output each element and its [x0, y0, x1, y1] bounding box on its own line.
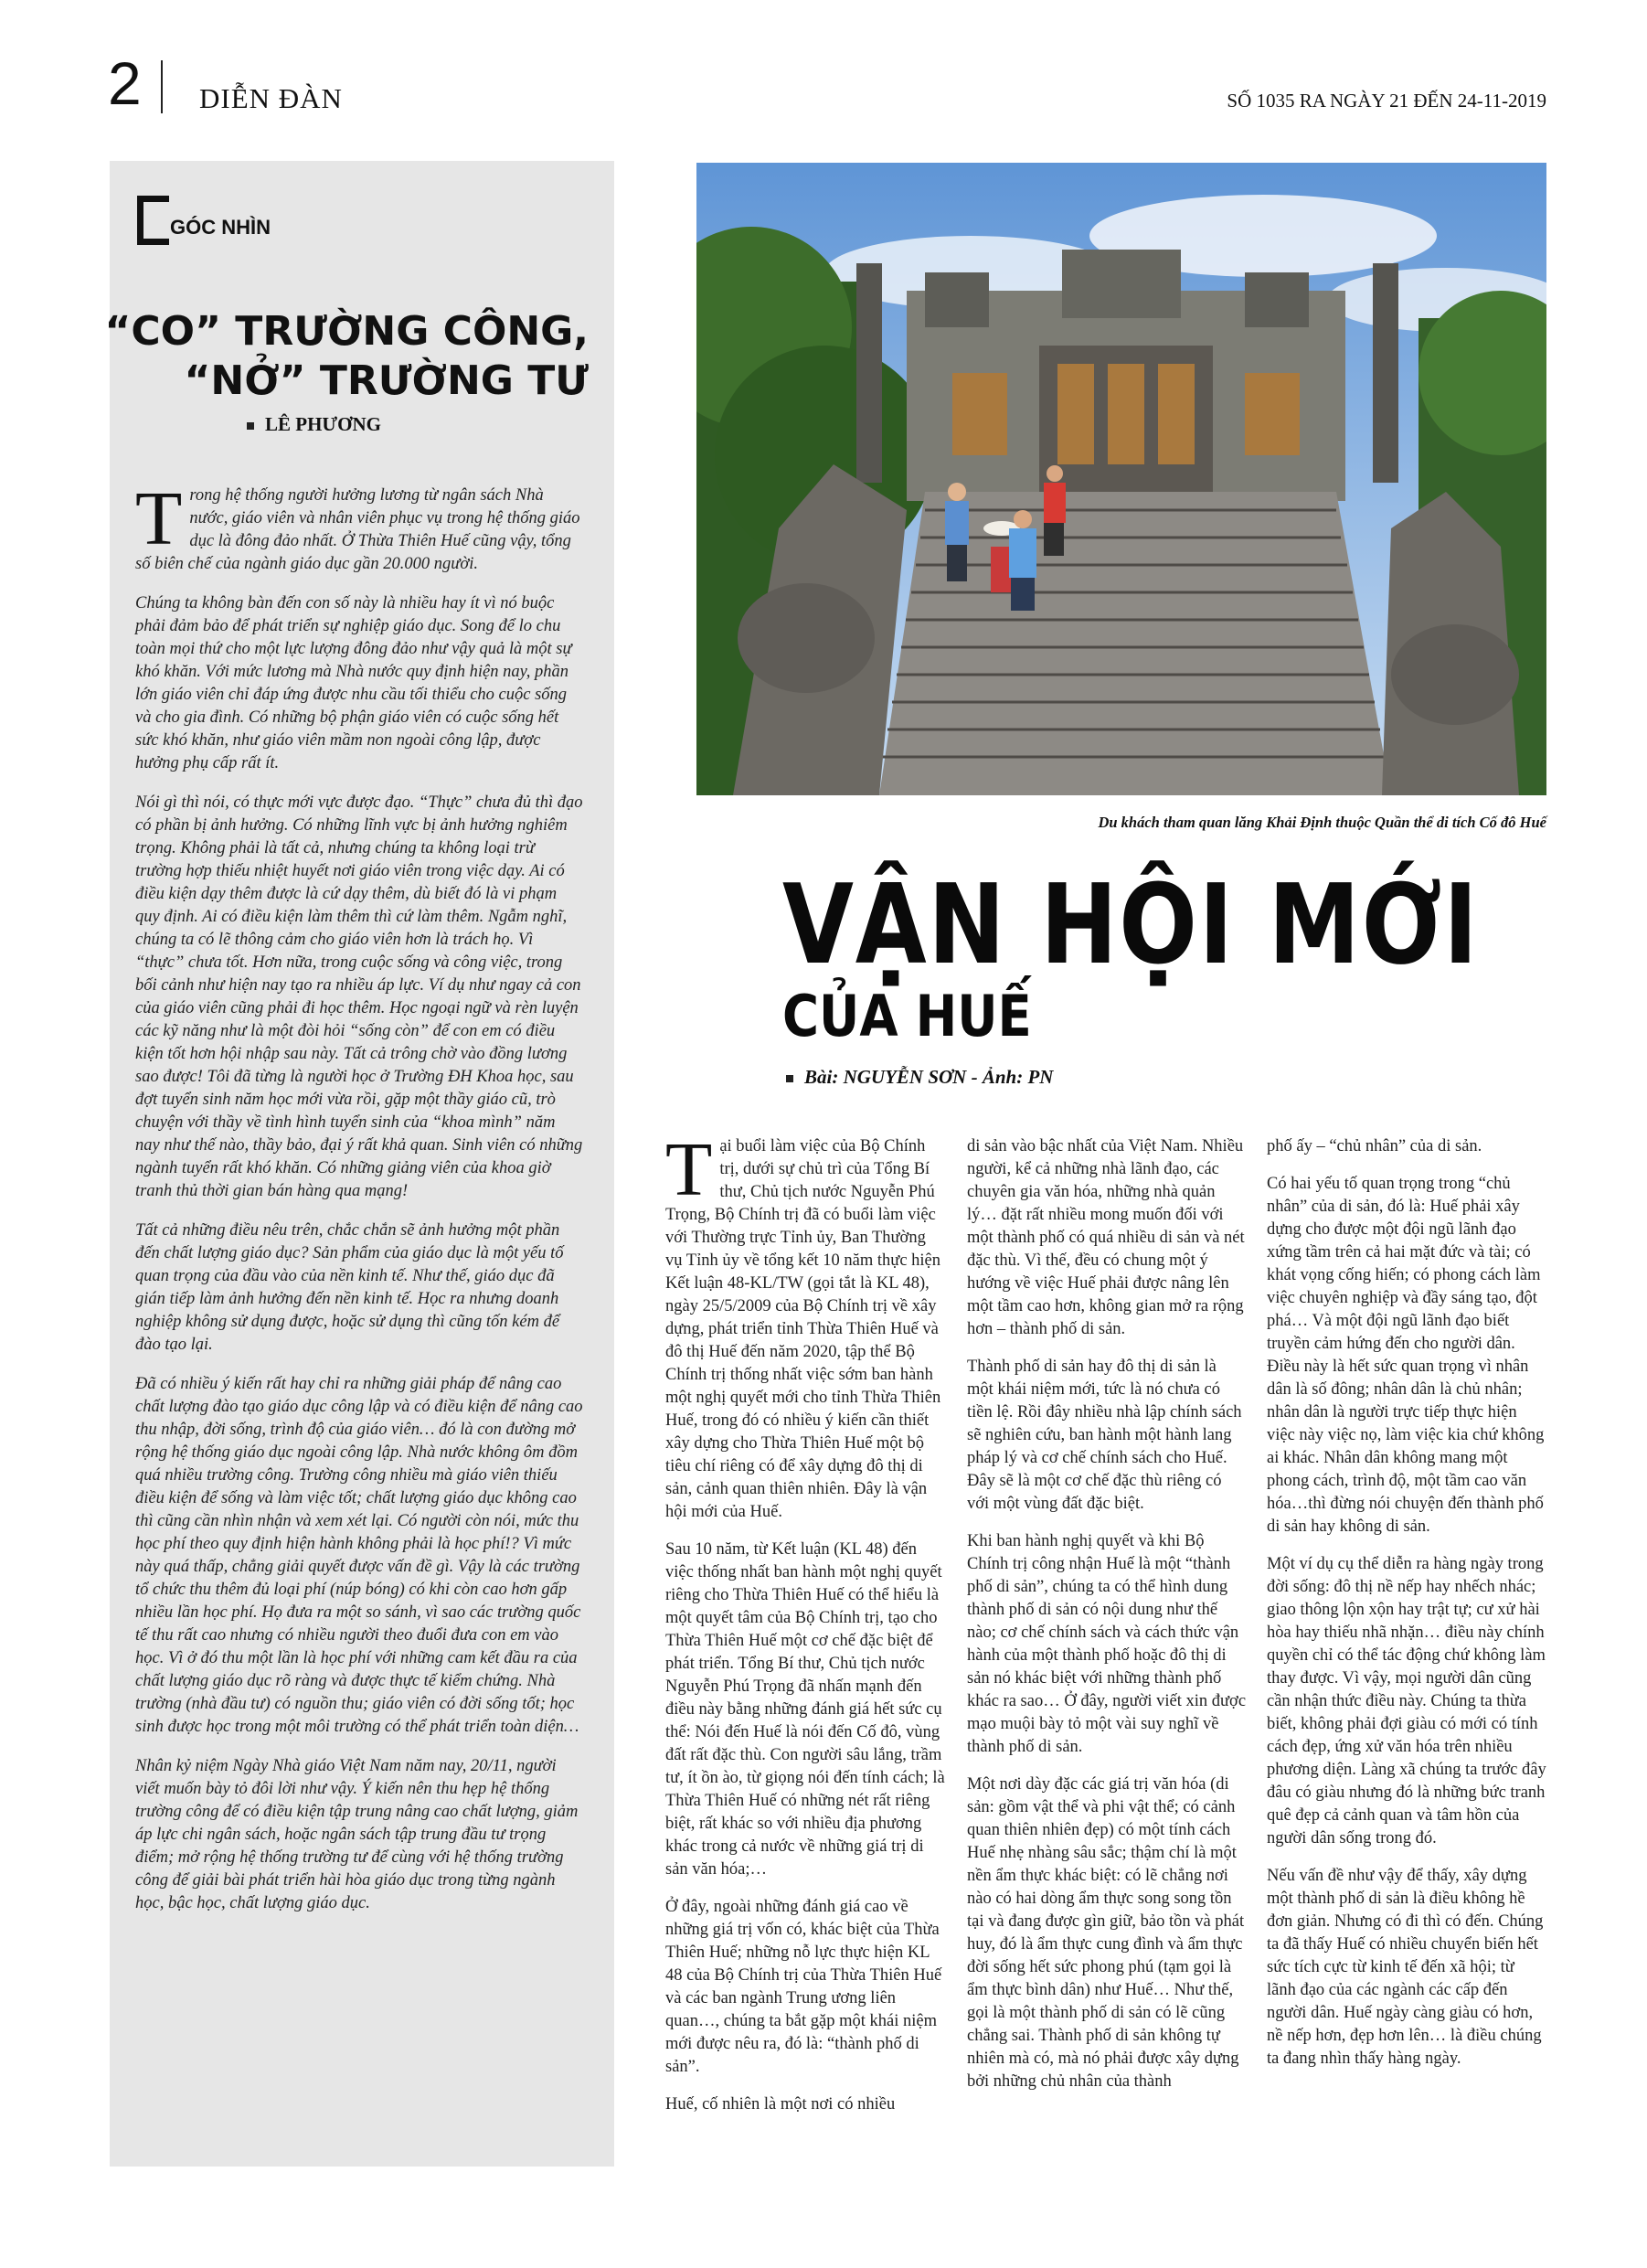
- article-paragraph: Sau 10 năm, từ Kết luận (KL 48) đến việc thống nhất ban hành một nghị quyết riêng cho Thừa Thiên Huế có thể hiểu là một quyết tâm của Bộ Chính trị, tạo cho Thừa Thiên Huế một cơ chế đặc biệt để phát triển. Tổng Bí thư, Chủ tịch nước Nguyễn Phú Trọng đã nhấn mạnh đến điều này bằng những đánh giá hết sức cụ thể: Nói đến Huế là nói đến Cố đô, vùng đất rất đặc thù. Con người sâu lắng, trầm tư, ít ồn ào, từ giọng nói đến tính cách; là Thừa Thiên Huế có những nét rất riêng biệt, rất khác so với nhiều địa phương khác trong cả nước về những giá trị di sản văn hóa;…: [665, 1540, 945, 1879]
- header-divider: [161, 60, 163, 113]
- sidebar-body: [135, 476, 583, 2130]
- byline-text: Bài: NGUYỄN SƠN - Ảnh: PN: [804, 1066, 1054, 1088]
- section-name: DIỄN ĐÀN: [199, 82, 343, 114]
- article-paragraph: Một ví dụ cụ thể diễn ra hàng ngày trong đời sống: đô thị nề nếp hay nhếch nhác; giao thông lộn xộn hay trật tự; cư xử hài hòa hay thiếu nhã nhặn… điều này chính quyền chỉ có thể tác động chứ không làm thay được. Vì vậy, mọi người dân cũng cần nhận thức điều này. Chúng ta thừa biết, không phải đợi giàu có mới có tính cách đẹp, ứng xử văn hóa trên nhiều phương diện. Làng xã chúng ta trước đây đâu có giàu nhưng đó là những bức tranh quê đẹp cả cảnh quan và tâm hồn của người dân sống trong đó.: [1267, 1555, 1546, 1847]
- sidebar-title-line1: “CO” TRƯỜNG CÔNG,: [104, 308, 589, 355]
- article-headline: VẬN HỘI MỚI: [782, 862, 1480, 989]
- article-paragraph: Nếu vấn đề như vậy để thấy, xây dựng một thành phố di sản là điều không hề đơn giản. Nhưng có đi thì có đến. Chúng ta đã thấy Huế có nhiều chuyển biến hết sức tích cực từ kinh tế đến xã hội; từ lãnh đạo của các ngành các cấp đến người dân. Huế ngày càng giàu có hơn, nề nếp hơn, đẹp hơn lên… là điều chúng ta đang nhìn thấy hàng ngày.: [1267, 1867, 1544, 2068]
- column-label: GÓC NHÌN: [170, 216, 271, 239]
- sidebar-paragraph: Chúng ta không bàn đến con số này là nhiều hay ít vì nó buộc phải đảm bảo để phát triển sự nghiệp giáo dục. Song để lo chu toàn mọi thứ cho một lực lượng đông đảo như vậy quả là một sự khó khăn. Với mức lương mà Nhà nước quy định hiện nay, phần lớn giáo viên chỉ đáp ứng được nhu cầu tối thiểu cho cuộc sống và cho gia đình. Có những bộ phận giáo viên có cuộc sống hết sức khó khăn, như giáo viên mầm non ngoài công lập, được hưởng phụ cấp rất ít.: [135, 594, 572, 772]
- article-paragraph: Có hai yếu tố quan trọng trong “chủ nhân” của di sản, đó là: Huế phải xây dựng cho được một đội ngũ lãnh đạo xứng tầm trên cả hai mặt đức và tài; có khát vọng cống hiến; có phong cách làm việc chuyên nghiệp và đầy sáng tạo, đột phá… Và một đội ngũ lãnh đạo biết truyền cảm hứng đến cho người dân. Điều này là hết sức quan trọng vì nhân dân là số đông; nhân dân là chủ nhân; nhân dân là người trực tiếp thực hiện việc này việc nọ, làm việc kia chứ không ai khác. Nhân dân không mang một phong cách, trình độ, một tầm cao văn hóa…thì đừng nói chuyện đến thành phố di sản hay không di sản.: [1267, 1175, 1545, 1536]
- sidebar-paragraph: Nhân kỷ niệm Ngày Nhà giáo Việt Nam năm nay, 20/11, người viết muốn bày tỏ đôi lời như vậy. Ý kiến nên thu hẹp hệ thống trường công để có điều kiện tập trung nâng cao chất lượng, giảm áp lực chi ngân sách, hoặc ngân sách tập trung đầu tư trọng điểm; mở rộng hệ thống trường tư để cùng với hệ thống trường công để giải bài phát triển hài hòa giáo dục trong từng ngành học, bậc học, chất lượng giáo dục.: [135, 1757, 579, 1912]
- article-column-3: [1267, 1135, 1546, 2085]
- sidebar-author: [247, 413, 381, 436]
- article-paragraph: phố ấy – “chủ nhân” của di sản.: [1267, 1137, 1482, 1155]
- article-byline: [786, 1066, 1053, 1089]
- article-column-1: [665, 1127, 945, 2131]
- article-paragraph: di sản vào bậc nhất của Việt Nam. Nhiều người, kể cả những nhà lãnh đạo, các chuyên gia văn hóa, những nhà quản lý… đặt rất nhiều mong muốn đối với một thành phố có quá nhiều di sản và nét đặc thù. Vì thế, đều có chung một ý hướng về việc Huế phải được nâng lên một tầm cao hơn, không gian mở ra rộng hơn – thành phố di sản.: [967, 1137, 1245, 1338]
- column-bracket-icon: [137, 196, 169, 245]
- sidebar-author-name: LÊ PHƯƠNG: [265, 413, 381, 435]
- bullet-square-icon: [786, 1075, 793, 1082]
- article-photo: [696, 163, 1546, 795]
- sidebar-paragraph: Tất cả những điều nêu trên, chắc chắn sẽ ảnh hưởng một phần đến chất lượng giáo dục? Sản phẩm của giáo dục là một yếu tố quan trọng của đầu vào của nền kinh tế. Như thế, giáo dục đã gián tiếp làm ảnh hưởng đến nền kinh tế. Học ra nhưng doanh nghiệp không sử dụng được, hoặc sử dụng thì cũng tốn kém để đào tạo lại.: [135, 1221, 564, 1354]
- bullet-square-icon: [247, 422, 254, 430]
- article-subheadline: CỦA HUẾ: [782, 983, 1032, 1049]
- article-paragraph: Một nơi dày đặc các giá trị văn hóa (di sản: gồm vật thể và phi vật thể; có cảnh quan thiên nhiên đẹp) có một tính cách Huế nhẹ nhàng sâu sắc; thậm chí là một nền ẩm thực khác biệt: có lẽ chẳng nơi nào có hai dòng ẩm thực song song tồn tại và đang được gìn giữ, bảo tồn và phát huy, đó là ẩm thực cung đình và ẩm thực đời sống hết sức phong phú (tạm gọi là ẩm thực bình dân) như Huế… Như thế, gọi là một thành phố di sản có lẽ cũng chẳng sai. Thành phố di sản không tự nhiên mà có, mà nó phải được xây dựng bởi những chủ nhân của thành: [967, 1775, 1245, 2091]
- article-column-2: [967, 1135, 1247, 2108]
- drop-cap: T: [135, 476, 183, 561]
- article-paragraph: Khi ban hành nghị quyết và khi Bộ Chính trị công nhận Huế là một “thành phố di sản”, chúng ta có thể hình dung thành phố di sản có nội dung như thế nào; cơ chế chính sách và cách thức vận hành của một thành phố hoặc đô thị di sản nó khác biệt với những thành phố khác ra sao… Ở đây, người viết xin được mạo muội bày tỏ một vài suy nghĩ về thành phố di sản.: [967, 1532, 1247, 1756]
- sidebar-paragraph: Nói gì thì nói, có thực mới vực được đạo. “Thực” chưa đủ thì đạo có phần bị ảnh hưởng. Có những lĩnh vực bị ảnh hưởng nghiêm trọng. Không phải là tất cả, nhưng chúng ta không loại trừ trường hợp thiếu nhiệt huyết nơi giáo viên trong việc dạy. Ai có điều kiện dạy thêm được là cứ dạy thêm, dù biết đó là vi phạm quy định. Ai có điều kiện làm thêm thì cứ làm thêm. Ngẫm nghĩ, chúng ta có lẽ thông cảm cho giáo viên hơn là trách họ. Vì “thực” chưa tốt. Hơn nữa, trong cuộc sống và công việc, trong bối cảnh như hiện nay tạo ra nhiều áp lực. Ví dụ như ngay cả con của giáo viên cũng phải đi học thêm. Học ngoại ngữ và rèn luyện các kỹ năng như là một đòi hỏi “sống còn” để con em có điều kiện tốt hơn hội nhập sau này. Tất cả trông chờ vào đồng lương sao được! Tôi đã từng là người học ở Trường ĐH Khoa học, sau đợt tuyển sinh năm học mới vừa rồi, gặp một thầy giáo cũ, trò chuyện với thầy về tình hình tuyển sinh của “khoa mình” năm nay như thế nào, thầy bảo, đại ý rất khả quan. Sinh viên có những ngành tuyển rất khó khăn. Có những giảng viên của khoa giờ tranh thủ thời gian bán hàng qua mạng!: [135, 793, 583, 1200]
- sidebar-title-line2: “NỞ” TRƯỜNG TƯ: [184, 357, 589, 404]
- article-paragraph: Huế, cố nhiên là một nơi có nhiều: [665, 2095, 896, 2114]
- sidebar-paragraph: Trong hệ thống người hưởng lương từ ngân sách Nhà nước, giáo viên và nhân viên phục vụ trong hệ thống giáo dục là đông đảo nhất. Ở Thừa Thiên Huế cũng vậy, tổng số biên chế của ngành giáo dục gần 20.000 người.: [135, 476, 580, 573]
- article-paragraph: Thành phố di sản hay đô thị di sản là một khái niệm mới, tức là nó chưa có tiền lệ. Rồi đây nhiều nhà lập chính sách sẽ nghiên cứu, ban hành một hành lang pháp lý và cơ chế chính sách cho Huế. Đây sẽ là một cơ chế đặc thù riêng có với một vùng đất đặc biệt.: [967, 1358, 1242, 1513]
- sidebar-paragraph: Đã có nhiều ý kiến rất hay chỉ ra những giải pháp để nâng cao chất lượng đào tạo giáo dục công lập và có điều kiện để nâng cao thu nhập, đời sống, trình độ của giáo viên… đó là con đường mở rộng hệ thống giáo dục ngoài công lập. Nhà nước không ôm đồm quá nhiều trường công. Trường công nhiều mà giáo viên thiếu điều kiện để sống và làm việc tốt; chất lượng giáo dục không cao thì cũng cần nhìn nhận và xem xét lại. Có người còn nói, mức thu học phí theo quy định hiện hành không phải là học phí!? Vì mức này quá thấp, chẳng giải quyết được vấn đề gì. Vậy là các trường tổ chức thu thêm đủ loại phí (núp bóng) có khi còn cao hơn gấp nhiều lần học phí. Họ đưa ra một so sánh, vì sao các trường quốc tế thu rất cao nhưng có nhiều người theo đuổi đưa con em vào học. Vì ở đó thu một lần là học phí với những cam kết đầu ra của chất lượng giáo dục rõ ràng và được thực tế kiểm chứng. Nhà trường (nhà đầu tư) có nguồn thu; giáo viên có đời sống tốt; học sinh được học trong một môi trường có thể phát triển toàn diện…: [135, 1375, 583, 1736]
- article-paragraph: Ở đây, ngoài những đánh giá cao về những giá trị vốn có, khác biệt của Thừa Thiên Huế; những nỗ lực thực hiện KL 48 của Bộ Chính trị của Thừa Thiên Huế và các ban ngành Trung ương liên quan…, chúng ta bắt gặp một khái niệm mới được nêu ra, đó là: “thành phố di sản”.: [665, 1898, 942, 2076]
- issue-info: SỐ 1035 RA NGÀY 21 ĐẾN 24-11-2019: [1227, 90, 1546, 112]
- article-paragraph: Tại buổi làm việc của Bộ Chính trị, dưới sự chủ trì của Tổng Bí thư, Chủ tịch nước Nguyễn Phú Trọng, Bộ Chính trị đã có buổi làm việc với Thường trực Tỉnh ủy, Ban Thường vụ Tỉnh ủy về tổng kết 10 năm thực hiện Kết luận 48-KL/TW (gọi tắt là KL 48), ngày 25/5/2009 của Bộ Chính trị về xây dựng, phát triển tỉnh Thừa Thiên Huế và đô thị Huế đến năm 2020, tập thể Bộ Chính trị thống nhất việc sớm ban hành một nghị quyết mới cho tỉnh Thừa Thiên Huế, trong đó có nhiều ý kiến cần thiết xây dựng cho Thừa Thiên Huế một bộ tiêu chí riêng có để xây dựng đô thị di sản, cảnh quan thiên nhiên. Đây là vận hội mới của Huế.: [665, 1127, 941, 1521]
- drop-cap: T: [665, 1127, 713, 1212]
- photo-caption: Du khách tham quan lăng Khải Định thuộc Quần thể di tích Cố đô Huế: [1098, 814, 1546, 831]
- page-number: 2: [108, 49, 142, 117]
